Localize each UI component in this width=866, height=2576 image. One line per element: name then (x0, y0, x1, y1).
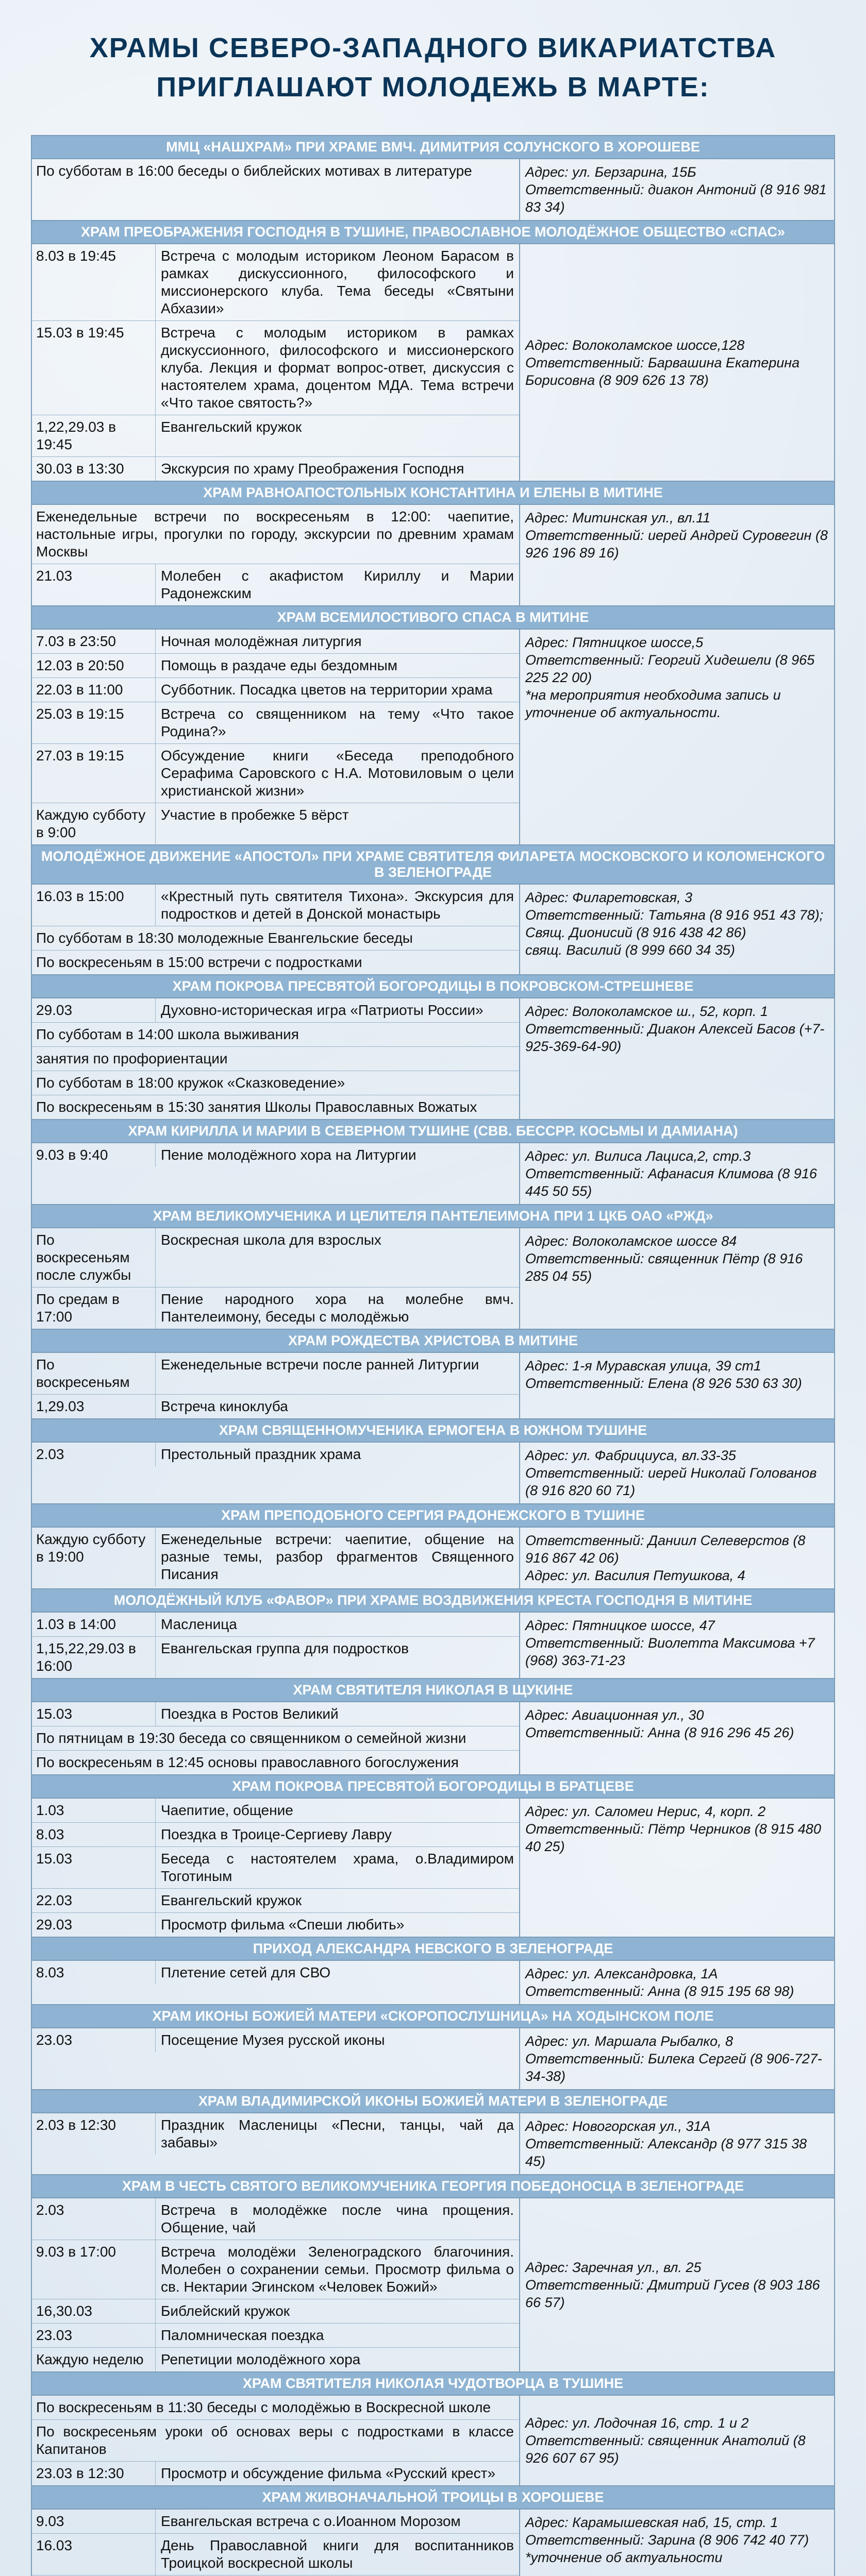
event-description: По субботам в 16:00 беседы о библейских мотивах в литературе (36, 163, 472, 179)
section-title: МОЛОДЁЖНОЕ ДВИЖЕНИЕ «АПОСТОЛ» ПРИ ХРАМЕ СВЯТИТЕЛЯ ФИЛАРЕТА МОСКОВСКОГО И КОЛОМЕНСКОГО В ЗЕЛЕНОГРАДЕ (32, 845, 834, 885)
contact-line: Адрес: Филаретовская, 3 (525, 890, 693, 905)
event-row (32, 2534, 519, 2575)
event-date: 12.03 в 20:50 (32, 654, 156, 677)
contact-line: *уточнение об актуальности (525, 2550, 723, 2565)
event-row (32, 159, 519, 183)
contact-line: свящ. Василий (8 999 660 34 35) (525, 942, 735, 958)
event-date: 8.03 (32, 1961, 156, 1985)
contact-info (520, 998, 834, 1119)
event-description: Духовно-историческая игра «Патриоты России» (161, 1002, 484, 1018)
event-description: По воскресеньям в 15:00 встречи с подростками (36, 954, 362, 970)
event-description: Библейский кружок (161, 2303, 290, 2319)
event-list (32, 1143, 520, 1204)
church-section (31, 1205, 835, 1330)
contact-line: Ответственный: Барвашина Екатерина Борисовна (8 909 626 13 78) (525, 354, 800, 388)
contact-info (520, 1613, 834, 1678)
contact-info (520, 1961, 834, 2004)
contact-line: Адрес: Волоколамское ш., 52, корп. 1 (525, 1004, 768, 1019)
event-description: По субботам в 18:30 молодежные Евангельские беседы (36, 930, 413, 946)
contact-info (520, 1528, 834, 1588)
section-title: ХРАМ СВЯЩЕННОМУЧЕНИКА ЕРМОГЕНА В ЮЖНОМ ТУШИНЕ (32, 1419, 834, 1443)
section-title: ХРАМ РАВНОАПОСТОЛЬНЫХ КОНСТАНТИНА И ЕЛЕНЫ В МИТИНЕ (32, 482, 834, 505)
contact-line: Адрес: ул. Василия Петушкова, 4 (525, 1568, 745, 1583)
event-description: Еженедельные встречи по воскресеньям в 12:00: чаепитие, настольные игры, прогулки по городу, экскурсии по древним храмам Москвы (36, 509, 514, 560)
contact-line: Адрес: Пятницкое шоссе, 47 (525, 1618, 715, 1633)
event-date: 1,15,22,29.03 в 16:00 (32, 1637, 156, 1678)
event-date: 29.03 (32, 1913, 156, 1937)
contact-line: Адрес: ул. Вилиса Лациса,2, стр.3 (525, 1148, 751, 1164)
event-description: Пение народного хора на молебне вмч. Пантелеимону, беседы с молодёжью (161, 1291, 514, 1325)
event-date: 16,30.03 (32, 2299, 156, 2323)
event-date: 29.03 (32, 998, 156, 1022)
event-row (32, 702, 519, 744)
contact-info (520, 159, 834, 220)
contact-line: Ответственный: иерей Николай Голованов (8 916 820 60 71) (525, 1465, 817, 1498)
church-section (31, 606, 835, 845)
event-row (32, 1751, 519, 1774)
church-section (31, 975, 835, 1120)
section-title: МОЛОДЁЖНЫЙ КЛУБ «ФАВОР» ПРИ ХРАМЕ ВОЗДВИЖЕНИЯ КРЕСТА ГОСПОДНЯ В МИТИНЕ (32, 1589, 834, 1613)
event-row (32, 505, 519, 564)
section-title: ХРАМ СВЯТИТЕЛЯ НИКОЛАЯ В ЩУКИНЕ (32, 1679, 834, 1702)
event-date: 1,29.03 (32, 1395, 156, 1418)
event-date: 2.03 (32, 1443, 156, 1466)
church-section (31, 221, 835, 482)
event-description: Встреча со священником на тему «Что такое Родина?» (161, 706, 514, 739)
event-date: 25.03 в 19:15 (32, 702, 156, 743)
contact-line: Адрес: Новогорская ул., 31А (525, 2119, 711, 2134)
event-list (32, 1443, 520, 1503)
church-section (31, 1679, 835, 1775)
section-title: ХРАМ ПОКРОВА ПРЕСВЯТОЙ БОГОРОДИЦЫ В ПОКРОВСКОМ-СТРЕШНЕВЕ (32, 975, 834, 998)
event-description: Беседа с настоятелем храма, о.Владимиром Тоготиным (161, 1851, 514, 1884)
event-list (32, 1613, 520, 1678)
section-title: ХРАМ В ЧЕСТЬ СВЯТОГО ВЕЛИКОМУЧЕНИКА ГЕОРГИЯ ПОБЕДОНОСЦА В ЗЕЛЕНОГРАДЕ (32, 2175, 834, 2198)
event-list (32, 1228, 520, 1329)
contact-line: Адрес: ул. Фабрициуса, вл.33-35 (525, 1448, 736, 1463)
church-section (31, 1938, 835, 2005)
contact-line: Ответственный: Александр (8 977 315 38 45) (525, 2136, 807, 2169)
contact-line: Ответственный: священник Анатолий (8 926 607 67 95) (525, 2433, 806, 2466)
event-description: Встреча в молодёжке после чина прощения. Общение, чай (161, 2202, 514, 2235)
section-title: ХРАМ СВЯТИТЕЛЯ НИКОЛАЯ ЧУДОТВОРЦА В ТУШИНЕ (32, 2372, 834, 2396)
event-row (32, 678, 519, 702)
event-description: «Крестный путь святителя Тихона». Экскурсия для подростков и детей в Донской монастырь (161, 888, 514, 922)
contact-line: Адрес: ул. Лодочная 16, стр. 1 и 2 (525, 2415, 749, 2431)
contact-info (520, 1228, 834, 1329)
event-row (32, 1961, 519, 1985)
event-row (32, 2113, 519, 2155)
contact-line: Адрес: Авиационная ул., 30 (525, 1707, 704, 1723)
event-description: По субботам в 14:00 школа выживания (36, 1026, 299, 1042)
event-row (32, 321, 519, 415)
contact-info (520, 630, 834, 844)
event-row (32, 998, 519, 1023)
section-title: ММЦ «НАШХРАМ» ПРИ ХРАМЕ ВМЧ. ДИМИТРИЯ СОЛУНСКОГО В ХОРОШЕВЕ (32, 136, 834, 159)
event-row (32, 1353, 519, 1395)
event-description: Встреча киноклуба (161, 1398, 288, 1414)
event-description: Евангельская группа для подростков (161, 1640, 409, 1656)
event-description: Евангельский кружок (161, 1892, 302, 1908)
event-date: 23.03 в 12:30 (32, 2462, 156, 2485)
section-title: ХРАМ ПРЕОБРАЖЕНИЯ ГОСПОДНЯ В ТУШИНЕ, ПРАВОСЛАВНОЕ МОЛОДЁЖНОЕ ОБЩЕСТВО «СПАС» (32, 221, 834, 244)
event-list (32, 2396, 520, 2485)
event-description: По воскресеньям в 11:30 беседы с молодёжью в Воскресной школе (36, 2399, 491, 2415)
event-description: Еженедельные встречи: чаепитие, общение на разные темы, разбор фрагментов Священного Писания (161, 1531, 514, 1582)
section-title: ХРАМ ЖИВОНАЧАЛЬНОЙ ТРОИЦЫ В ХОРОШЕВЕ (32, 2486, 834, 2510)
event-description: Встреча молодёжи Зеленоградского благочиния. Молебен о сохранении семьи. Просмотр фильма о св. Нектарии Эгинском «Человек Божий» (161, 2244, 514, 2295)
event-row (32, 415, 519, 457)
event-list (32, 1702, 520, 1774)
event-list (32, 2510, 520, 2576)
contact-info (520, 1702, 834, 1774)
event-row (32, 1702, 519, 1726)
event-row (32, 1443, 519, 1466)
event-date: 8.03 (32, 1823, 156, 1846)
section-title: ХРАМ ПРЕПОДОБНОГО СЕРГИЯ РАДОНЕЖСКОГО В ТУШИНЕ (32, 1504, 834, 1528)
section-title: ХРАМ ВЛАДИМИРСКОЙ ИКОНЫ БОЖИЕЙ МАТЕРИ В ЗЕЛЕНОГРАДЕ (32, 2090, 834, 2113)
event-date: 30.03 в 13:30 (32, 457, 156, 481)
church-section (31, 2005, 835, 2090)
contact-info (520, 1799, 834, 1937)
event-description: Евангельская встреча с о.Иоанном Морозом (161, 2513, 461, 2529)
event-date: 21.03 (32, 564, 156, 605)
event-row (32, 803, 519, 844)
event-row (32, 2348, 519, 2371)
contact-info (520, 505, 834, 605)
event-date: 27.03 в 19:15 (32, 744, 156, 803)
church-section (31, 482, 835, 606)
church-section (31, 2090, 835, 2175)
event-description: Молебен с акафистом Кириллу и Марии Радонежским (161, 568, 514, 601)
contact-line: Ответственный: Елена (8 926 530 63 30) (525, 1376, 802, 1391)
event-list (32, 159, 520, 220)
church-section (31, 1504, 835, 1589)
contact-info (520, 885, 834, 974)
event-list (32, 505, 520, 605)
section-title: ХРАМ ПОКРОВА ПРЕСВЯТОЙ БОГОРОДИЦЫ В БРАТЦЕВЕ (32, 1775, 834, 1799)
contact-info (520, 1443, 834, 1503)
event-row (32, 654, 519, 678)
schedule-table (31, 135, 835, 2576)
contact-line: Ответственный: Дмитрий Гусев (8 903 186 66 57) (525, 2277, 820, 2310)
contact-line: Адрес: 1-я Муравская улица, 39 ст1 (525, 1358, 761, 1374)
event-date: 1.03 в 14:00 (32, 1613, 156, 1636)
event-row (32, 2396, 519, 2420)
contact-line: Адрес: Пятницкое шоссе,5 (525, 635, 704, 650)
contact-line: Адрес: Волоколамское шоссе 84 (525, 1233, 737, 1249)
event-date: По средам в 17:00 (32, 1287, 156, 1329)
event-row (32, 2462, 519, 2485)
event-row (32, 457, 519, 481)
event-row (32, 244, 519, 321)
contact-line: Ответственный: Виолетта Максимова +7 (968) 363-71-23 (525, 1635, 815, 1668)
event-list (32, 2113, 520, 2174)
page-header (0, 0, 866, 135)
event-date: 15.03 в 19:45 (32, 321, 156, 415)
church-section (31, 1419, 835, 1504)
event-row (32, 1228, 519, 1287)
contact-line: Ответственный: Билека Сергей (8 906-727-34-38) (525, 2051, 822, 2084)
event-row (32, 1613, 519, 1637)
section-title: ХРАМ ВСЕМИЛОСТИВОГО СПАСА В МИТИНЕ (32, 606, 834, 630)
event-row (32, 2420, 519, 2462)
event-row (32, 926, 519, 951)
event-description: Просмотр фильма «Спеши любить» (161, 1917, 405, 1933)
event-row (32, 1913, 519, 1937)
event-list (32, 1961, 520, 2004)
event-row (32, 1889, 519, 1913)
event-description: Посещение Музея русской иконы (161, 2032, 385, 2048)
event-date: 15.03 (32, 1847, 156, 1888)
event-date: 15.03 (32, 1702, 156, 1726)
contact-line: Адрес: ул. Берзарина, 15Б (525, 164, 696, 180)
event-description: Плетение сетей для СВО (161, 1964, 331, 1980)
contact-line: Адрес: Карамышевская наб, 15, стр. 1 (525, 2515, 778, 2530)
church-section (31, 1775, 835, 1938)
contact-line: Адрес: Волоколамское шоссе,128 (525, 337, 745, 353)
contact-line: Ответственный: Анна (8 915 195 68 98) (525, 1984, 794, 1999)
contact-line: Адрес: ул. Александровка, 1А (525, 1966, 718, 1981)
event-row (32, 2299, 519, 2324)
church-section (31, 1120, 835, 1205)
event-row (32, 1799, 519, 1823)
contact-line: Ответственный: Пётр Черников (8 915 480 40 25) (525, 1821, 821, 1854)
event-list (32, 244, 520, 481)
contact-info (520, 1143, 834, 1204)
contact-line: Ответственный: Даниил Селеверстов (8 916 867 42 06) (525, 1533, 806, 1566)
event-row (32, 1528, 519, 1586)
event-row (32, 1047, 519, 1071)
event-date: 9.03 в 9:40 (32, 1143, 156, 1167)
contact-line: Ответственный: Диакон Алексей Басов (+7-925-369-64-90) (525, 1021, 825, 1054)
event-description: По воскресеньям в 12:45 основы православного богослужения (36, 1754, 459, 1770)
event-date: 9.03 в 17:00 (32, 2240, 156, 2299)
section-title: ХРАМ КИРИЛЛА И МАРИИ В СЕВЕРНОМ ТУШИНЕ (СВВ. БЕССРР. КОСЬМЫ И ДАМИАНА) (32, 1120, 834, 1143)
contact-info (520, 2028, 834, 2089)
event-list (32, 885, 520, 974)
church-section (31, 845, 835, 975)
contact-line: Ответственный: Зарина (8 906 742 40 77) (525, 2532, 809, 2548)
contact-line: Адрес: Митинская ул., вл.11 (525, 510, 711, 526)
contact-line: Ответственный: священник Пётр (8 916 285 04 55) (525, 1251, 803, 1284)
event-list (32, 630, 520, 844)
church-section (31, 2486, 835, 2576)
event-date: Каждую неделю (32, 2348, 156, 2371)
event-description: Субботник. Посадка цветов на территории храма (161, 682, 493, 698)
contact-line: Адрес: ул. Маршала Рыбалко, 8 (525, 2033, 734, 2049)
church-section (31, 1589, 835, 1679)
event-row (32, 885, 519, 926)
page-title: ХРАМЫ СЕВЕРО-ЗАПАДНОГО ВИКАРИАТСТВА (89, 32, 777, 63)
event-row (32, 1071, 519, 1095)
event-date: 22.03 (32, 1889, 156, 1912)
event-row (32, 564, 519, 605)
event-description: Воскресная школа для взрослых (161, 1232, 381, 1248)
event-date: Каждую субботу в 9:00 (32, 803, 156, 844)
event-row (32, 2324, 519, 2348)
page-subtitle: ПРИГЛАШАЮТ МОЛОДЕЖЬ В МАРТЕ: (156, 72, 710, 103)
event-row (32, 1726, 519, 1751)
event-list (32, 1353, 520, 1418)
event-description: Чаепитие, общение (161, 1802, 293, 1818)
event-list (32, 2198, 520, 2371)
contact-line: Адрес: ул. Саломеи Нерис, 4, корп. 2 (525, 1804, 766, 1819)
event-description: Еженедельные встречи после ранней Литургии (161, 1357, 479, 1372)
event-row (32, 2198, 519, 2240)
event-row (32, 2240, 519, 2299)
event-date: 2.03 в 12:30 (32, 2113, 156, 2155)
event-list (32, 1799, 520, 1937)
church-section (31, 2175, 835, 2372)
event-row (32, 1637, 519, 1678)
event-date: 23.03 (32, 2324, 156, 2347)
event-date: 1.03 (32, 1799, 156, 1822)
contact-line: Ответственный: диакон Антоний (8 916 981 83 34) (525, 182, 827, 215)
contact-line: Адрес: Заречная ул., вл. 25 (525, 2260, 702, 2275)
event-description: По пятницам в 19:30 беседа со священником о семейной жизни (36, 1730, 467, 1746)
event-row (32, 1095, 519, 1119)
event-list (32, 998, 520, 1119)
event-description: По воскресеньям в 15:30 занятия Школы Православных Вожатых (36, 1099, 477, 1115)
contact-info (520, 2396, 834, 2485)
event-date: 2.03 (32, 2198, 156, 2240)
event-row (32, 1847, 519, 1889)
event-description: занятия по профориентации (36, 1050, 228, 1066)
contact-info (520, 2510, 834, 2576)
event-date: 1,22,29.03 в 19:45 (32, 415, 156, 456)
contact-line: Ответственный: Афанасия Климова (8 916 445 50 55) (525, 1166, 817, 1199)
event-row (32, 2028, 519, 2052)
contact-info (520, 244, 834, 481)
event-date: 16.03 (32, 2534, 156, 2575)
event-row (32, 1287, 519, 1329)
contact-line: Ответственный: Анна (8 916 296 45 26) (525, 1725, 794, 1740)
event-row (32, 1823, 519, 1847)
event-description: Встреча с молодым историком в рамках дискуссионного, философского и миссионерского клуба. Лекция и формат вопрос-ответ, дискуссия с настоятелем храма, доцентом МДА. Тема встречи «Что такое святость?» (161, 325, 514, 411)
event-description: Паломническая поездка (161, 2327, 324, 2343)
church-section (31, 1330, 835, 1419)
event-row (32, 744, 519, 803)
event-description: По воскресеньям уроки об основах веры с подростками в классе Капитанов (36, 2424, 514, 2457)
event-description: Евангельский кружок (161, 419, 302, 435)
event-description: Престольный праздник храма (161, 1446, 361, 1462)
event-date: 8.03 в 19:45 (32, 244, 156, 320)
section-title: ПРИХОД АЛЕКСАНДРА НЕВСКОГО В ЗЕЛЕНОГРАДЕ (32, 1938, 834, 1961)
event-description: Поездка в Ростов Великий (161, 1706, 339, 1722)
event-date: По воскресеньям после службы (32, 1228, 156, 1287)
event-description: Обсуждение книги «Беседа преподобного Серафима Саровского с Н.А. Мотовиловым о цели христианской жизни» (161, 748, 514, 799)
event-list (32, 1528, 520, 1588)
event-description: По субботам в 18:00 кружок «Сказковедение» (36, 1075, 345, 1091)
event-date: 9.03 (32, 2510, 156, 2533)
section-title: ХРАМ ВЕЛИКОМУЧЕНИКА И ЦЕЛИТЕЛЯ ПАНТЕЛЕИМОНА ПРИ 1 ЦКБ ОАО «РЖД» (32, 1205, 834, 1228)
church-section (31, 136, 835, 221)
event-row (32, 1143, 519, 1167)
event-row (32, 1023, 519, 1047)
contact-line: *на мероприятия необходима запись и уточнение об актуальности. (525, 687, 781, 720)
event-description: Участие в пробежке 5 вёрст (161, 807, 349, 823)
event-row (32, 630, 519, 654)
event-row (32, 2510, 519, 2534)
event-description: Просмотр и обсуждение фильма «Русский крест» (161, 2465, 496, 2481)
event-description: Репетиции молодёжного хора (161, 2351, 361, 2367)
contact-info (520, 2113, 834, 2174)
event-description: Помощь в раздаче еды бездомным (161, 657, 397, 673)
section-title: ХРАМ РОЖДЕСТВА ХРИСТОВА В МИТИНЕ (32, 1330, 834, 1353)
event-description: Встреча с молодым историком Леоном Барасом в рамках дискуссионного, философского и миссионерского клуба. Тема беседы «Святыни Абхазии» (161, 248, 514, 316)
event-description: День Православной книги для воспитанников Троицкой воскресной школы (161, 2537, 514, 2571)
contact-line: Ответственный: Татьяна (8 916 951 43 78); (525, 907, 824, 923)
event-date: Каждую субботу в 19:00 (32, 1528, 156, 1586)
contact-info (520, 2198, 834, 2371)
event-list (32, 2028, 520, 2089)
section-title: ХРАМ ИКОНЫ БОЖИЕЙ МАТЕРИ «СКОРОПОСЛУШНИЦА» НА ХОДЫНСКОМ ПОЛЕ (32, 2005, 834, 2028)
event-row (32, 951, 519, 974)
contact-line: Свящ. Дионисий (8 916 438 42 86) (525, 925, 746, 940)
event-description: Масленица (161, 1616, 237, 1632)
event-description: Экскурсия по храму Преображения Господня (161, 461, 464, 477)
event-description: Поездка в Троице-Сергиеву Лавру (161, 1826, 392, 1842)
church-section (31, 2372, 835, 2486)
contact-line: Ответственный: Георгий Хидешели (8 965 225 22 00) (525, 652, 815, 685)
contact-line: Ответственный: иерей Андрей Суровегин (8 926 196 89 16) (525, 528, 828, 561)
event-description: Пение молодёжного хора на Литургии (161, 1147, 417, 1163)
event-description: Праздник Масленицы «Песни, танцы, чай да забавы» (161, 2117, 514, 2150)
event-date: 7.03 в 23:50 (32, 630, 156, 653)
event-date: По воскресеньям (32, 1353, 156, 1394)
contact-info (520, 1353, 834, 1418)
event-date: 22.03 в 11:00 (32, 678, 156, 702)
event-date: 16.03 в 15:00 (32, 885, 156, 926)
event-row (32, 1395, 519, 1418)
event-date: 23.03 (32, 2028, 156, 2052)
event-description: Ночная молодёжная литургия (161, 633, 362, 649)
